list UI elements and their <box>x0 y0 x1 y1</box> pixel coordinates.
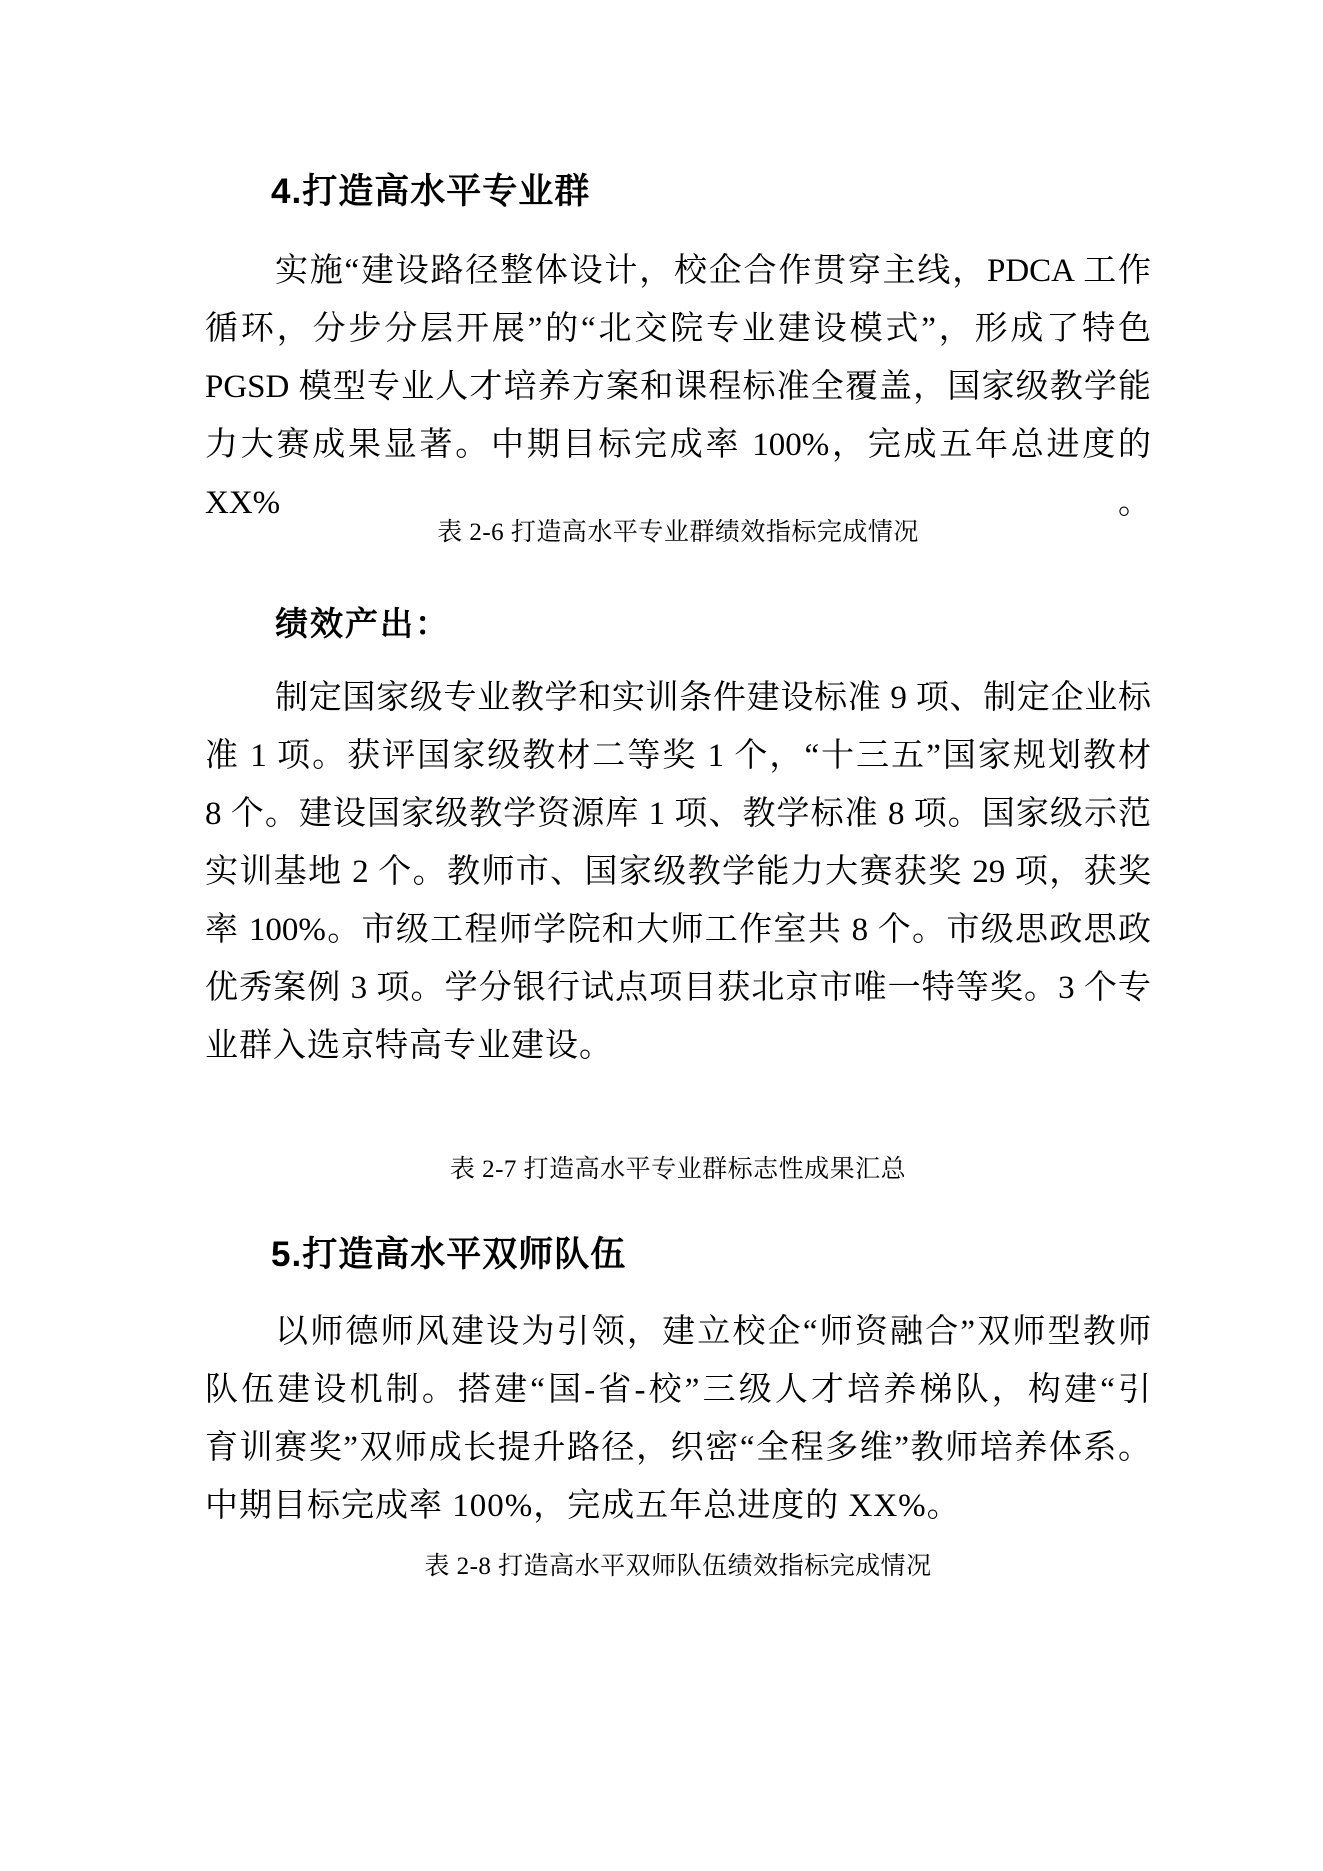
paragraph-line: 率 100%。市级工程师学院和大师工作室共 8 个。市级思政思政 <box>205 912 1151 948</box>
performance-output-subheading: 绩效产出： <box>275 605 450 642</box>
table-caption-2-7: 表 2-7 打造高水平专业群标志性成果汇总 <box>449 1156 907 1183</box>
paragraph-line: 业群入选京特高专业建设。 <box>205 1028 613 1064</box>
paragraph-line: PGSD 模型专业人才培养方案和课程标准全覆盖，国家级教学能 <box>205 369 1151 405</box>
paragraph-line: 实施“建设路径整体设计，校企合作贯穿主线，PDCA 工作 <box>275 253 1151 289</box>
paragraph-line: 力大赛成果显著。中期目标完成率 100%，完成五年总进度的 XX%。 <box>205 427 1151 521</box>
paragraph-line: 中期目标完成率 100%，完成五年总进度的 XX%。 <box>205 1488 961 1524</box>
paragraph-line: 8 个。建设国家级教学资源库 1 项、教学标准 8 项。国家级示范 <box>205 796 1151 832</box>
paragraph-line: 实训基地 2 个。教师市、国家级教学能力大赛获奖 29 项，获奖 <box>205 854 1151 890</box>
paragraph-line: 育训赛奖”双师成长提升路径，织密“全程多维”教师培养体系。 <box>205 1430 1151 1466</box>
section-5-paragraph <box>205 1303 1151 1535</box>
section-5-heading: 5.打造高水平双师队伍 <box>271 1235 627 1274</box>
section-4-heading: 4.打造高水平专业群 <box>271 172 591 211</box>
paragraph-line: 以师德师风建设为引领，建立校企“师资融合”双师型教师 <box>275 1314 1151 1350</box>
paragraph-line: 优秀案例 3 项。学分银行试点项目获北京市唯一特等奖。3 个专 <box>205 970 1151 1006</box>
paragraph-line: 制定国家级专业教学和实训条件建设标准 9 项、制定企业标 <box>275 680 1152 716</box>
section-4-overview-paragraph <box>205 242 1151 521</box>
paragraph-line: 队伍建设机制。搭建“国-省-校”三级人才培养梯队，构建“引 <box>205 1372 1151 1408</box>
paragraph-line: 循环，分步分层开展”的“北交院专业建设模式”，形成了特色 <box>205 311 1151 347</box>
table-caption-2-6: 表 2-6 打造高水平专业群绩效指标完成情况 <box>437 519 919 546</box>
paragraph-line: 准 1 项。获评国家级教材二等奖 1 个，“十三五”国家规划教材 <box>205 738 1151 774</box>
section-4-output-paragraph <box>205 669 1151 1075</box>
table-caption-2-8: 表 2-8 打造高水平双师队伍绩效指标完成情况 <box>424 1553 932 1580</box>
